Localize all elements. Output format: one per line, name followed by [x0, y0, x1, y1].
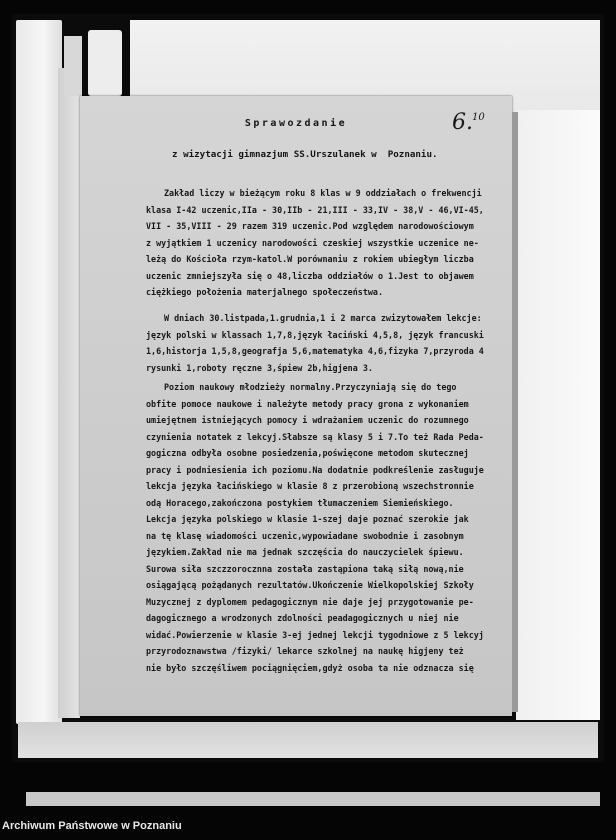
document-line: z wyjątkiem 1 uczenicy narodowości czeskiej wszystkie uczenice ne-	[146, 237, 479, 248]
page-edge	[512, 112, 518, 712]
document-subtitle: z wizytacji gimnazjum SS.Urszulanek w Poznaniu.	[172, 149, 438, 160]
document-line: rysunki 1,roboty ręczne 3,śpiew 2b,higjena 3.	[146, 362, 373, 373]
document-line: językiem.Zakład nie ma jednak szczęścia do nauczycielek śpiewu.	[146, 547, 464, 557]
document-line: klasa I-42 uczenic,IIa - 30,IIb - 21,III - 33,IV - 38,V - 46,VI-45,	[146, 204, 484, 215]
paper-tab	[88, 30, 122, 96]
background-sheet-left-inner	[58, 68, 80, 718]
document-line: nie było szczęśliwem pociągnięciem,gdyż osoba ta nie odznacza się	[146, 662, 474, 673]
document-line: uczenic zmniejszyła się o 48,liczba oddziałów o 1.Jest to objawem	[146, 270, 474, 281]
document-line: język polski w klassach 1,7,8,język łaciński 4,5,8, język francuski	[146, 329, 484, 340]
background-sheet-bottom	[18, 722, 598, 758]
document-line: ciężkiego położenia materjalnego społeczeństwa.	[146, 287, 383, 297]
document-line: osiągającą pożądanych rezultatów.Ukończenie Wielkopolskiej Szkoły	[146, 580, 474, 590]
document-line: umiejętnem istniejących pomocy i wdrażaniem uczenic do rozumnego	[146, 415, 469, 425]
document-title: Sprawozdanie	[244, 118, 348, 129]
document-line: dagogicznego a wrodzonych zdolności peadagogicznych u niej nie	[146, 613, 459, 623]
document-line: pracy i podniesienia ich poziomu.Na dodatnie podkreślenie zasługuje	[146, 464, 484, 475]
document-line: Poziom naukowy młodzieży normalny.Przyczyniają się do tego	[164, 382, 457, 392]
document-line: gogiczna odbyła osobne posiedzenia,poświęcone metodom skutecznej	[146, 448, 469, 458]
document-line: widać.Powierzenie w klasie 3-ej jednej lekcji tygodniowe z 5 lekcyj	[146, 629, 484, 640]
folio-superscript: 10	[472, 112, 485, 123]
document-line: odą Horacego,zakończona postykiem tłumaczeniem Siemieńskiego.	[146, 497, 454, 508]
document-line: Muzycznej z dyplomem pedagogicznym nie daje jej przygotowanie pe-	[146, 596, 474, 607]
document-line: Zakład liczy w bieżącym roku 8 klas w 9 oddziałach o frekwencji	[164, 188, 482, 198]
document-line: VII - 35,VIII - 29 razem 319 uczenic.Pod względem narodowościowym	[146, 221, 474, 231]
document-line: 1,6,historja 1,5,8,geografja 5,6,matematyka 4,6,fizyka 7,przyroda 4	[146, 346, 484, 356]
document-line: czynienia notatek z lekcyj.Słabsze są klasy 5 i 7.To też Rada Peda-	[146, 431, 484, 442]
document-line: Lekcja języka polskiego w klasie 1-szej daje poznać szerokie jak	[146, 514, 469, 524]
paper-tab	[64, 36, 82, 96]
folio-number: 6.	[452, 110, 473, 135]
archive-footer-label: Archiwum Państwowe w Poznaniu	[2, 820, 182, 832]
document-line: przyrodoznawstwa /fizyki/ lekarce szkolnej na naukę higjeny też	[146, 646, 464, 656]
scan-base-strip	[26, 792, 600, 806]
document-line: Surowa siła szczzorocznna została zastąpiona taką siłą nową,nie	[146, 563, 464, 574]
document-page	[80, 96, 512, 716]
document-line: W dniach 30.listpada,1.grudnia,1 i 2 marca zwizytowałem lekcje:	[164, 313, 482, 323]
background-sheet-left	[16, 20, 62, 724]
background-sheet-right	[516, 110, 600, 720]
document-line: leżą do Kościoła rzym-katol.W porównaniu z rokiem ubiegłym liczba	[146, 254, 474, 264]
document-line: obfite pomoce naukowe i należyte metody pracy grona z wykonaniem	[146, 398, 469, 409]
document-line: lekcja języka łacińskiego w klasie 8 z przerobioną wszechstronnie	[146, 481, 474, 491]
document-line: na tę klasę wiadomości uczenic,wypowiadane swobodnie i zasobnym	[146, 530, 464, 541]
